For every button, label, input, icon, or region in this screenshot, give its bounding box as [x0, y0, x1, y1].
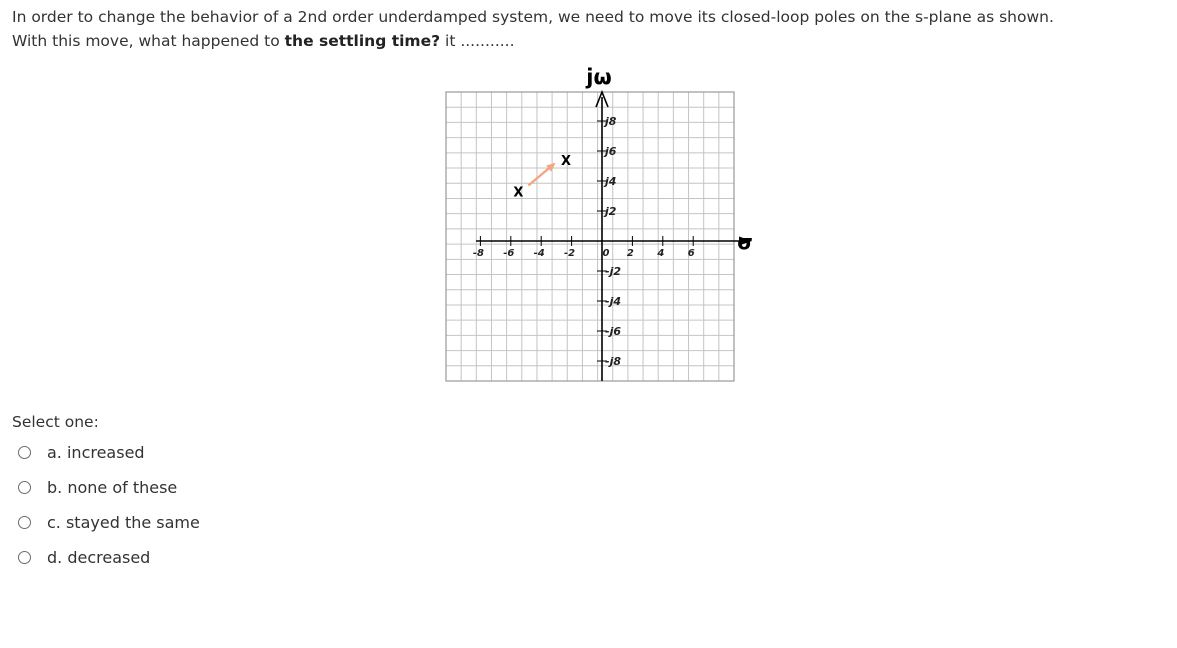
radio-button[interactable]: [18, 516, 31, 529]
y-tick-label: -j4: [605, 295, 621, 308]
pole-final-marker: X: [560, 154, 572, 169]
radio-button[interactable]: [18, 551, 31, 564]
select-one-label: Select one:: [12, 413, 99, 431]
y-tick-label: j4: [605, 175, 617, 188]
y-tick-label: j2: [605, 205, 617, 218]
x-tick-label: -8: [472, 248, 484, 259]
question-emphasis: the settling time?: [284, 32, 441, 50]
y-tick-label: -j6: [605, 325, 621, 338]
x-tick-label: -2: [564, 248, 576, 259]
pole-initial-marker: X: [513, 185, 524, 201]
question-line-1: In order to change the behavior of a 2nd order underdamped system, we need to move its closed-loop poles on the s-plane as shown.: [12, 8, 1054, 26]
x-tick-label: 4: [657, 248, 665, 259]
y-tick-label: -j2: [605, 265, 621, 278]
x-tick-label: -6: [503, 248, 515, 259]
option-label: d. decreased: [47, 547, 151, 567]
option-label: b. none of these: [47, 477, 178, 497]
x-tick-label: 0: [602, 248, 610, 259]
option-b[interactable]: [18, 475, 177, 499]
grid-border: [446, 92, 734, 381]
s-plane-figure: [443, 63, 763, 385]
question-suffix: it ...........: [440, 32, 515, 50]
option-label: a. increased: [47, 442, 145, 462]
x-tick-label: 6: [687, 248, 695, 259]
y-tick-label: -j8: [605, 355, 621, 368]
question-prefix: With this move, what happened to: [12, 32, 285, 50]
radio-button[interactable]: [18, 481, 31, 494]
x-tick-label: -4: [533, 248, 545, 259]
x-tick-label: 2: [626, 248, 634, 259]
option-d[interactable]: [18, 545, 150, 569]
real-axis-label: σ: [737, 230, 753, 254]
option-label: c. stayed the same: [47, 512, 200, 532]
question-line-2: [12, 32, 515, 50]
y-tick-label: j6: [605, 145, 617, 158]
option-a[interactable]: [18, 440, 145, 464]
option-c[interactable]: [18, 510, 200, 534]
grid: [446, 92, 734, 381]
radio-button[interactable]: [18, 446, 31, 459]
y-tick-label: j8: [605, 115, 617, 128]
imag-axis-label: jω: [586, 65, 612, 89]
